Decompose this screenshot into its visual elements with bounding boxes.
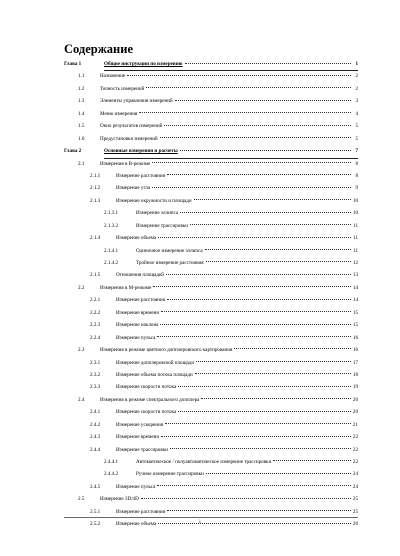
toc-entry-row[interactable] xyxy=(64,357,358,369)
toc-entry-page: 11 xyxy=(353,222,358,229)
toc-dot-leader xyxy=(165,423,351,424)
toc-entry-label xyxy=(100,120,358,132)
toc-entry-label xyxy=(136,257,358,269)
toc-entry-title: Измерение объема xyxy=(116,235,157,242)
toc-entry-number: 1.6 xyxy=(78,135,85,142)
toc-entry-title: Измерение эллипса xyxy=(136,210,179,217)
toc-entry-title: Измерение времени xyxy=(116,309,160,316)
toc-dot-leader xyxy=(206,261,351,262)
toc-entry-number: 2.3.1 xyxy=(90,359,101,366)
toc-dot-leader xyxy=(195,373,351,374)
toc-entry-label xyxy=(100,344,358,356)
toc-entry-title: Предустановки измерений xyxy=(100,135,158,142)
toc-entry-page: 19 xyxy=(352,384,358,391)
toc-entry-title: Измерения в В-режиме xyxy=(100,160,151,167)
toc-entry-page: 26 xyxy=(352,521,358,528)
toc-entry-page: 24 xyxy=(352,471,358,478)
toc-entry-title: Измерение скорости потока xyxy=(116,384,177,391)
toc-entry-title: Измерение пульса xyxy=(116,334,156,341)
toc-entry-row[interactable] xyxy=(64,406,358,418)
toc-entry-row[interactable] xyxy=(64,269,358,281)
toc-entry-label xyxy=(116,182,358,194)
toc-dot-leader xyxy=(166,274,351,275)
toc-entry-page: 24 xyxy=(352,483,358,490)
toc-entry-number: 2.1.4 xyxy=(90,235,101,242)
toc-entry-label xyxy=(100,158,358,170)
toc-entry-row[interactable] xyxy=(64,83,358,95)
toc-dot-leader xyxy=(180,212,351,213)
toc-entry-page: 8 xyxy=(355,172,358,179)
toc-entry-row[interactable] xyxy=(64,394,358,406)
toc-dot-leader xyxy=(152,162,351,163)
toc-entry-title: Измерения в М-режиме xyxy=(100,284,152,291)
toc-entry-page: 11 xyxy=(353,235,358,242)
toc-entry-label xyxy=(100,108,358,120)
toc-entry-label xyxy=(116,170,358,182)
toc-entry-label xyxy=(116,307,358,319)
toc-entry-row[interactable] xyxy=(64,108,358,120)
toc-entry-number: 2.2.1 xyxy=(90,297,101,304)
toc-entry-number: 2.3.3 xyxy=(90,384,101,391)
toc-entry-page: 14 xyxy=(352,284,358,291)
toc-entry-number: 2.2.3 xyxy=(90,322,101,329)
toc-entry-row[interactable] xyxy=(64,419,358,431)
toc-entry-page: 4 xyxy=(355,110,358,117)
toc-entry-row[interactable] xyxy=(64,232,358,244)
toc-entry-label xyxy=(136,468,358,480)
toc-entry-title: Измерение окружности и площади xyxy=(116,197,192,204)
toc-entry-label xyxy=(100,394,358,406)
toc-dot-leader xyxy=(153,286,351,287)
toc-entry-title: Измерение пульса xyxy=(116,483,156,490)
page-number: i xyxy=(199,520,201,525)
toc-entry-label xyxy=(136,220,358,232)
toc-dot-leader xyxy=(167,510,351,511)
toc-entry-title: Измерения в режиме спектрального допплера xyxy=(100,396,200,403)
toc-entry-label xyxy=(116,419,358,431)
toc-entry-page: 18 xyxy=(352,371,358,378)
toc-entry-title: Основные измерения и расчеты xyxy=(104,148,178,155)
footer-rule xyxy=(64,517,358,518)
toc-dot-leader xyxy=(190,224,351,225)
toc-dot-leader xyxy=(167,174,351,175)
toc-entry-title: Измерение трассировки xyxy=(116,446,168,453)
toc-entry-page: 10 xyxy=(352,210,358,217)
toc-entry-page: 16 xyxy=(352,347,358,354)
toc-entry-row[interactable] xyxy=(64,245,358,257)
toc-entry-page: 16 xyxy=(352,334,358,341)
toc-entry-row[interactable] xyxy=(64,369,358,381)
toc-dot-leader xyxy=(180,150,351,151)
toc-entry-row[interactable] xyxy=(64,444,358,456)
toc-entry-page: 25 xyxy=(352,496,358,503)
toc-entry-number: 1.2 xyxy=(78,85,85,92)
toc-dot-leader xyxy=(273,460,351,461)
toc-entry-label xyxy=(104,58,358,71)
toc-entry-row[interactable] xyxy=(64,307,358,319)
toc-entry-page: 10 xyxy=(352,197,358,204)
toc-entry-number: 2.1.2 xyxy=(90,185,101,192)
toc-dot-leader xyxy=(196,361,351,362)
toc-entry-row[interactable] xyxy=(64,344,358,356)
toc-entry-title: Автоматическое / полуавтоматическое измерение трассировки xyxy=(136,459,272,465)
toc-entry-number: 2.5.2 xyxy=(90,521,101,528)
toc-entry-label xyxy=(116,294,358,306)
toc-entry-page: 25 xyxy=(352,508,358,515)
toc-entry-label xyxy=(116,406,358,418)
toc-entry-label xyxy=(136,245,358,257)
toc-entry-title: Измерение расстояния xyxy=(116,297,165,304)
toc-entry-number: 2.3 xyxy=(78,347,85,354)
toc-dot-leader xyxy=(206,473,351,474)
toc-entry-row[interactable] xyxy=(64,431,358,443)
toc-entry-title: Назначение xyxy=(100,73,126,80)
toc-entry-number: 2.5 xyxy=(78,496,85,503)
toc-entry-label xyxy=(100,83,358,95)
toc-chapter-row[interactable] xyxy=(64,58,358,70)
toc-entry-number: 2.2.2 xyxy=(90,309,101,316)
toc-entry-number: 2.1.1 xyxy=(90,172,101,179)
toc-entry-title: Измерение скорости потока xyxy=(116,409,177,416)
toc-entry-number: 2.4.4 xyxy=(90,446,101,453)
toc-entry-row[interactable] xyxy=(64,294,358,306)
toc-entry-title: Меню измерения xyxy=(100,110,138,117)
toc-dot-leader xyxy=(160,137,351,138)
toc-entry-row[interactable] xyxy=(64,70,358,82)
toc-entry-label xyxy=(116,357,358,369)
toc-entry-page: 13 xyxy=(352,272,358,279)
toc-entry-page: 2 xyxy=(355,73,358,80)
toc-entry-label xyxy=(100,95,358,107)
toc-entry-label xyxy=(100,70,358,82)
toc-entry-label xyxy=(100,282,358,294)
toc-entry-label xyxy=(116,269,358,281)
toc-entry-page: 15 xyxy=(352,322,358,329)
toc-entry-row[interactable] xyxy=(64,332,358,344)
toc-entry-number: 2.4.2 xyxy=(90,421,101,428)
toc-entry-title: Точность измерений xyxy=(100,85,145,92)
toc-entry-number: 2.1.5 xyxy=(90,272,101,279)
toc-entry-title: Измерение допплеровской площади xyxy=(116,359,195,366)
toc-entry-title: Окно результатов измерений xyxy=(100,123,163,130)
page-title: Содержание xyxy=(64,42,134,56)
toc-entry-title: Измерение 3D/4D xyxy=(100,496,139,503)
toc-entry-row[interactable] xyxy=(64,319,358,331)
toc-entry-page: 9 xyxy=(355,185,358,192)
toc-entry-row[interactable] xyxy=(64,195,358,207)
toc-dot-leader xyxy=(161,436,351,437)
toc-entry-page: 22 xyxy=(352,434,358,441)
toc-entry-number: Глава 2 xyxy=(64,148,82,155)
toc-dot-leader xyxy=(234,348,351,349)
toc-entry-label xyxy=(100,493,358,505)
toc-entry-number: 2.2.4 xyxy=(90,334,101,341)
toc-dot-leader xyxy=(178,411,351,412)
toc-entry-number: 1.3 xyxy=(78,98,85,105)
toc-entry-title: Общие инструкции по измерению xyxy=(104,61,183,67)
toc-dot-leader xyxy=(139,112,351,113)
toc-dot-leader xyxy=(178,386,351,387)
toc-entry-page: 22 xyxy=(352,446,358,453)
toc-chapter-row[interactable] xyxy=(64,145,358,157)
toc-entry-page: 14 xyxy=(352,297,358,304)
toc-dot-leader xyxy=(157,485,351,486)
toc-entry-title: Измерение расстояния xyxy=(116,508,165,515)
toc-entry-label xyxy=(116,369,358,381)
toc-dot-leader xyxy=(146,87,351,88)
toc-entry-page: 5 xyxy=(355,123,358,130)
toc-entry-row[interactable] xyxy=(64,120,358,132)
toc-entry-page: 7 xyxy=(355,148,358,155)
toc-entry-title: Отношения площадей xyxy=(116,272,165,279)
toc-dot-leader xyxy=(185,63,351,64)
toc-entry-row[interactable] xyxy=(64,456,358,468)
toc-dot-leader xyxy=(141,498,351,499)
toc-entry-number: 2.1.3 xyxy=(90,197,101,204)
toc-entry-label xyxy=(136,456,358,468)
toc-entry-title: Измерение угла xyxy=(116,185,151,192)
toc-dot-leader xyxy=(158,237,351,238)
toc-entry-title: Тройное измерение расстояния xyxy=(136,260,204,266)
toc-entry-number: 2.4 xyxy=(78,396,85,403)
toc-dot-leader xyxy=(164,125,351,126)
toc-entry-row[interactable] xyxy=(64,207,358,219)
toc-entry-number: 1.4 xyxy=(78,110,85,117)
toc-entry-title: Ручное измерение трассировки xyxy=(136,471,204,478)
toc-entry-number: 2.4.5 xyxy=(90,483,101,490)
toc-entry-label xyxy=(100,133,358,145)
toc-entry-page: 17 xyxy=(352,359,358,366)
toc-entry-number: 1.5 xyxy=(78,123,85,130)
toc-entry-row[interactable] xyxy=(64,133,358,145)
toc-entry-page: 11 xyxy=(353,247,358,254)
toc-entry-row[interactable] xyxy=(64,381,358,393)
toc-entry-row[interactable] xyxy=(64,282,358,294)
toc-entry-label xyxy=(116,381,358,393)
toc-entry-number: 2.1 xyxy=(78,160,85,167)
toc-entry-number: 2.2 xyxy=(78,284,85,291)
toc-entry-label xyxy=(116,332,358,344)
toc-entry-row[interactable] xyxy=(64,257,358,269)
toc-entry-number: 2.1.4.2 xyxy=(104,260,119,266)
toc-entry-page: 3 xyxy=(355,98,358,105)
toc-entry-title: Измерение трассировки xyxy=(136,222,188,229)
toc-dot-leader xyxy=(160,324,351,325)
toc-entry-row[interactable] xyxy=(64,170,358,182)
toc-entry-title: Элементы управления измерений xyxy=(100,98,173,105)
toc-entry-page: 21 xyxy=(352,421,358,428)
toc-entry-page: 8 xyxy=(355,160,358,167)
toc-entry-page: 2 xyxy=(355,85,358,92)
toc-entry-title: Измерение ускорения xyxy=(116,421,164,428)
toc-entry-label xyxy=(116,319,358,331)
toc-entry-page: 22 xyxy=(352,459,358,465)
toc-entry-number: 2.5.1 xyxy=(90,508,101,515)
toc-entry-row[interactable] xyxy=(64,481,358,493)
toc-entry-title: Измерения в режиме цветного допплеровского картирования xyxy=(100,347,233,354)
toc-dot-leader xyxy=(157,336,351,337)
toc-dot-leader xyxy=(161,311,351,312)
toc-entry-row[interactable] xyxy=(64,158,358,170)
toc-entry-row[interactable] xyxy=(64,468,358,480)
toc-entry-number: 2.4.1 xyxy=(90,409,101,416)
toc-entry-title: Одиночное измерение эллипса xyxy=(136,247,203,254)
toc-dot-leader xyxy=(152,187,351,188)
toc-entry-number: 1.1 xyxy=(78,73,85,80)
toc-entry-page: 12 xyxy=(352,260,358,266)
toc-entry-page: 5 xyxy=(355,135,358,142)
toc-entry-number: 2.4.3 xyxy=(90,434,101,441)
toc-dot-leader xyxy=(175,100,351,101)
toc-entry-number: 2.4.4.1 xyxy=(104,459,119,465)
toc-entry-label xyxy=(116,195,358,207)
toc-entry-title: Измерение наклона xyxy=(116,322,159,329)
toc-entry-page: 1 xyxy=(355,61,358,67)
toc-entry-number: Глава 1 xyxy=(64,61,82,67)
toc-entry-number: 2.4.4.2 xyxy=(104,471,119,478)
toc-dot-leader xyxy=(201,398,351,399)
toc-entry-row[interactable] xyxy=(64,95,358,107)
toc-entry-title: Измерение объема потока площади xyxy=(116,371,193,378)
toc-entry-title: Измерение времени xyxy=(116,434,160,441)
toc-entry-label xyxy=(116,444,358,456)
toc-entry-title: Измерение объема xyxy=(116,521,157,528)
toc-entry-number: 2.1.3.1 xyxy=(104,210,119,217)
toc-entry-page: 20 xyxy=(352,409,358,416)
toc-dot-leader xyxy=(170,448,351,449)
toc-entry-label xyxy=(116,431,358,443)
toc-dot-leader xyxy=(167,299,351,300)
toc-entry-label xyxy=(116,232,358,244)
toc-entry-row[interactable] xyxy=(64,493,358,505)
toc-entry-page: 20 xyxy=(352,396,358,403)
table-of-contents xyxy=(64,58,358,531)
toc-entry-label xyxy=(116,481,358,493)
toc-entry-label xyxy=(104,145,358,158)
toc-entry-number: 2.3.2 xyxy=(90,371,101,378)
toc-dot-leader xyxy=(127,75,351,76)
toc-entry-row[interactable] xyxy=(64,220,358,232)
toc-entry-number: 2.1.3.2 xyxy=(104,222,119,229)
toc-entry-number: 2.1.4.1 xyxy=(104,247,119,254)
toc-dot-leader xyxy=(205,249,351,250)
toc-entry-page: 15 xyxy=(352,309,358,316)
toc-entry-title: Измерение расстояния xyxy=(116,172,165,179)
toc-dot-leader xyxy=(194,199,351,200)
toc-entry-label xyxy=(136,207,358,219)
toc-entry-row[interactable] xyxy=(64,182,358,194)
